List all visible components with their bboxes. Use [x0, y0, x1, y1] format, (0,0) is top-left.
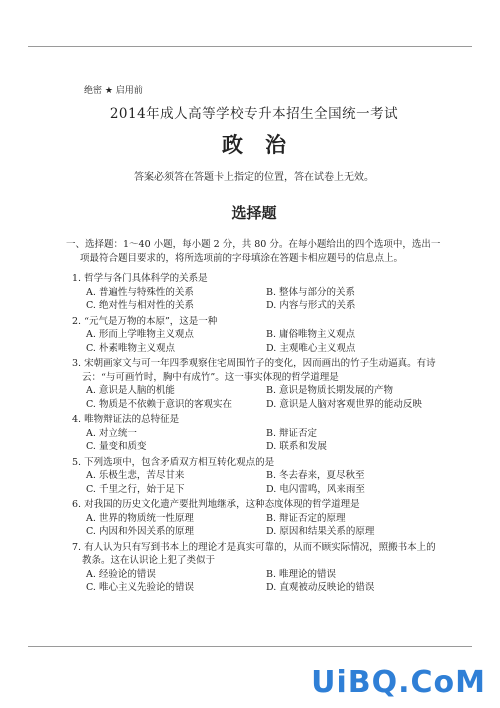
option-a: A. 世界的物质统一性原理 — [86, 512, 194, 524]
option-a: A. 普遍性与特殊性的关系 — [86, 286, 194, 298]
instructions-line-1: 一、选择题：1～40 小题，每小题 2 分，共 80 分。在每小题给出的四个选项中，选出一 — [66, 239, 441, 250]
question-6 — [72, 498, 450, 539]
option-b: B. 庸俗唯物主义观点 — [266, 329, 356, 340]
option-b: B. 唯理论的错误 — [266, 568, 337, 580]
option-c: C. 内因和外因关系的原理 — [86, 526, 194, 537]
options — [72, 384, 450, 411]
question-stem: 1. 哲学与各门具体科学的关系是 — [72, 273, 208, 284]
answer-notice: 答案必须答在答题卡上指定的位置，答在试卷上无效。 — [134, 172, 374, 183]
question-5 — [72, 456, 450, 497]
section-title: 选择题 — [231, 204, 277, 222]
question-stem: 2. “元气是万物的本原”，这是一种 — [72, 315, 218, 327]
question-list — [72, 272, 450, 597]
option-c: C. 绝对性与相对性的关系 — [86, 300, 194, 311]
bottom-divider — [28, 646, 472, 647]
option-c: C. 千里之行，始于足下 — [86, 483, 185, 495]
option-c: C. 量变和质变 — [86, 441, 147, 452]
section-instructions — [66, 238, 452, 266]
question-1 — [72, 272, 450, 313]
question-stem: 5. 下列选项中，包含矛盾双方相互转化观点的是 — [72, 456, 275, 468]
option-a: A. 对立统一 — [86, 427, 137, 439]
option-c: C. 唯心主义先验论的错误 — [86, 582, 194, 593]
option-a: A. 意识是人脑的机能 — [86, 385, 175, 396]
option-d: D. 电闪雷鸣，风来雨至 — [266, 483, 365, 495]
option-d: D. 意识是人脑对客观世界的能动反映 — [266, 398, 422, 410]
option-b: B. 冬去春来，夏尽秋至 — [266, 470, 365, 481]
option-a: A. 乐极生悲，苦尽甘来 — [86, 470, 185, 481]
question-7 — [72, 541, 450, 595]
question-stem: 7. 有人认为只有写到书本上的理论才是真实可靠的，从而不顾实际情况，照搬书本上的 — [72, 541, 436, 553]
options — [72, 328, 450, 355]
options — [72, 469, 450, 496]
option-d: D. 直观被动反映论的错误 — [266, 582, 375, 593]
question-stem: 6. 对我国的历史文化遗产要批判地继承，这种态度体现的哲学道理是 — [72, 499, 360, 510]
options — [72, 427, 450, 454]
option-b: B. 意识是物质长期发展的产物 — [266, 385, 394, 396]
option-c: C. 朴素唯物主义观点 — [86, 342, 175, 354]
subject-title: 政治 — [222, 133, 308, 157]
top-divider — [28, 46, 472, 47]
option-a: A. 形而上学唯物主义观点 — [86, 329, 194, 340]
options — [72, 568, 450, 595]
option-a: A. 经验论的错误 — [86, 568, 156, 580]
question-2 — [72, 315, 450, 356]
question-stem-continued: 教条。这在认识论上犯了类似于 — [82, 555, 216, 566]
exam-title: 2014年成人高等学校专升本招生全国统一考试 — [109, 106, 399, 122]
option-d: D. 内容与形式的关系 — [266, 300, 356, 311]
question-stem: 4. 唯物辩证法的总特征是 — [72, 414, 180, 425]
option-d: D. 原因和结果关系的原理 — [266, 526, 375, 537]
secret-label: 绝密 ★ 启用前 — [84, 86, 143, 96]
option-d: D. 联系和发展 — [266, 441, 327, 452]
option-c: C. 物质是不依赖于意识的客观实在 — [86, 398, 232, 410]
option-b: B. 整体与部分的关系 — [266, 286, 356, 298]
option-b: B. 辩证否定 — [266, 427, 318, 439]
exam-paper — [58, 78, 450, 638]
question-stem-continued: 云：“与可画竹时，胸中有成竹”。这一事实体现的哲学道理是 — [82, 371, 339, 383]
option-d: D. 主观唯心主义观点 — [266, 342, 356, 354]
site-watermark: UiBQ.CoM — [311, 665, 486, 700]
question-4 — [72, 413, 450, 454]
options — [72, 286, 450, 313]
option-b: B. 辩证否定的原理 — [266, 512, 346, 524]
question-3 — [72, 357, 450, 411]
instructions-line-2: 项最符合题目要求的，将所选项前的字母填涂在答题卡相应题号的信息点上。 — [80, 253, 404, 264]
question-stem: 3. 宋朝画家文与可一年四季观察住宅周围竹子的变化，因而画出的竹子生动逼真。有诗 — [72, 358, 436, 369]
options — [72, 512, 450, 539]
